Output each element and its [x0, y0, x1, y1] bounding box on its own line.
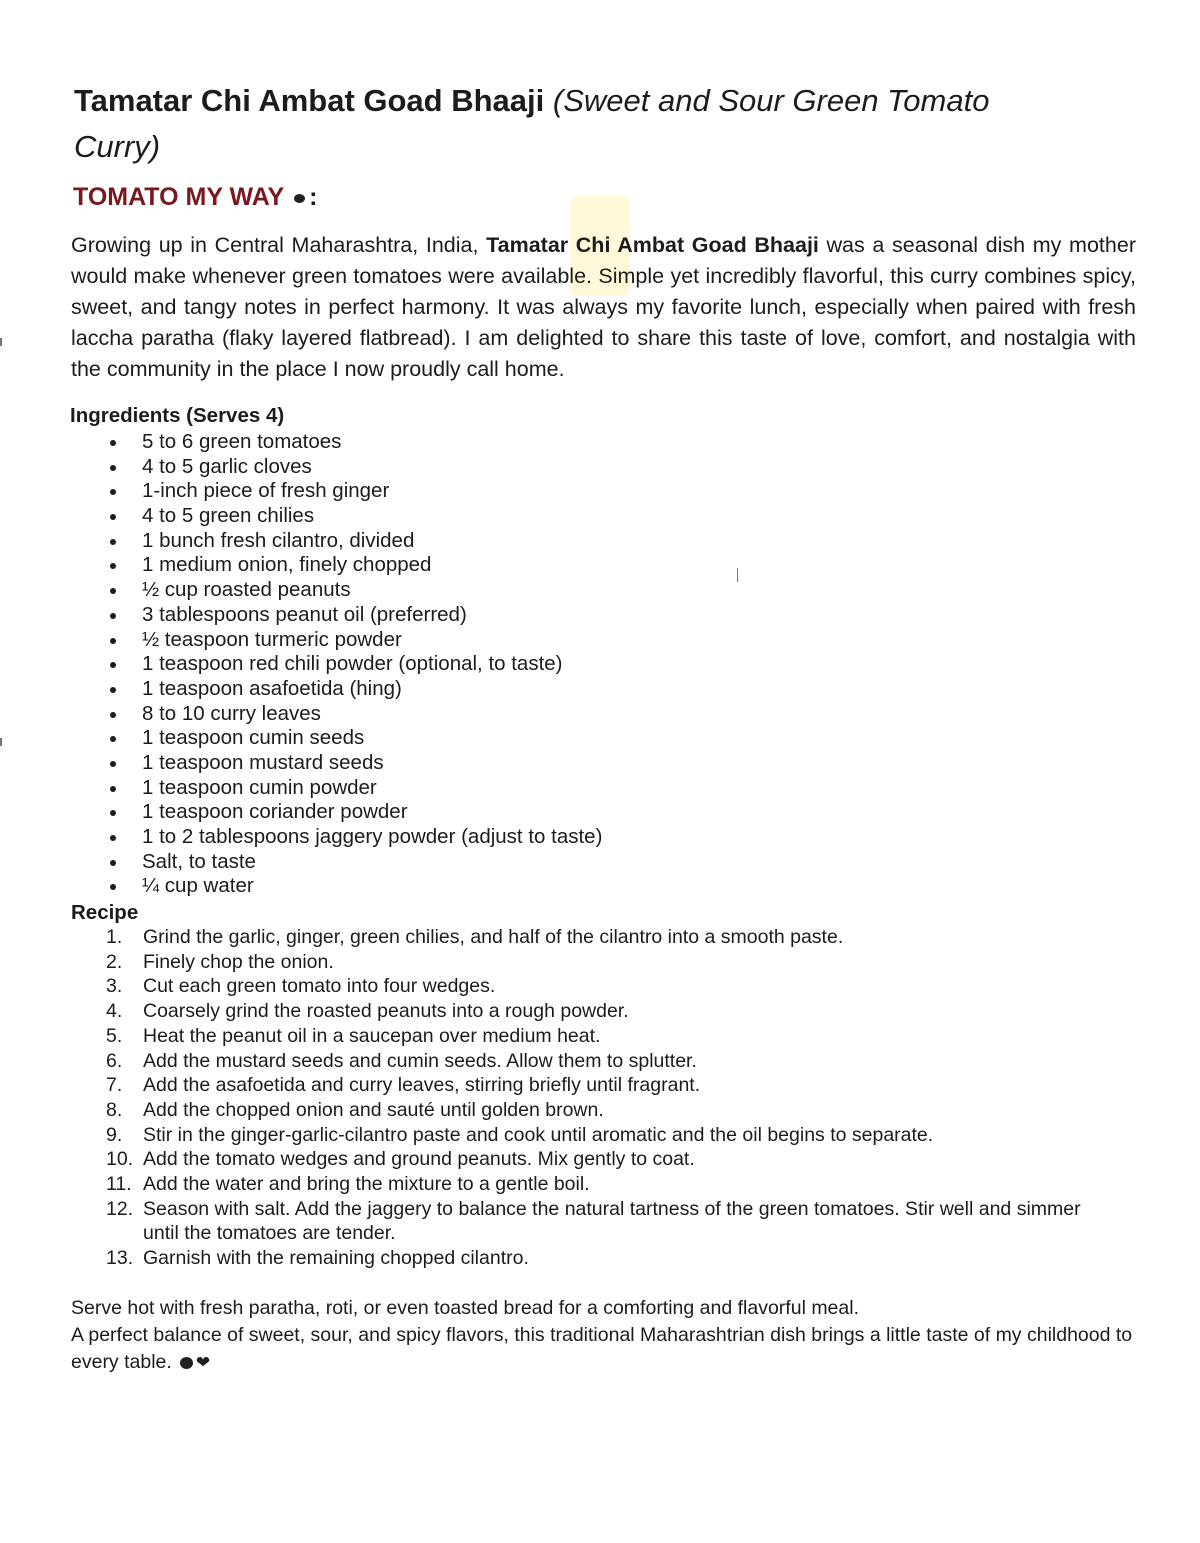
ingredient-text: 1 medium onion, finely chopped — [142, 553, 432, 577]
step-number: 1. — [106, 926, 123, 948]
recipe-step — [106, 925, 1116, 950]
step-text: Stir in the ginger-garlic-cilantro paste and cook until aromatic and the oil begins to separate. — [143, 1123, 934, 1146]
ingredient-item — [142, 553, 602, 578]
step-text: Garnish with the remaining chopped cilantro. — [143, 1247, 529, 1270]
bullet-icon — [110, 835, 116, 841]
recipe-steps-list — [106, 925, 1116, 1271]
ingredient-text: Salt, to taste — [142, 849, 256, 873]
recipe-step — [106, 1147, 1116, 1172]
tomato-icon — [294, 194, 305, 203]
step-number: 9. — [106, 1123, 123, 1146]
ingredient-item — [142, 726, 602, 751]
recipe-step — [106, 1172, 1116, 1197]
ingredient-item — [142, 430, 602, 455]
intro-text-before: Growing up in Central Maharashtra, India, — [71, 233, 487, 257]
ingredient-item — [142, 628, 602, 653]
recipe-step — [106, 1073, 1116, 1098]
step-text: Grind the garlic, ginger, green chilies, and half of the cilantro into a smooth paste. — [143, 926, 844, 948]
ingredient-item — [142, 702, 602, 727]
recipe-step — [106, 1049, 1116, 1074]
ingredient-item — [142, 677, 602, 702]
step-number: 11. — [106, 1173, 132, 1196]
bullet-icon — [110, 761, 116, 767]
ingredient-text: 1 teaspoon cumin powder — [142, 775, 377, 799]
ingredient-item — [142, 800, 602, 825]
ingredient-item — [142, 874, 602, 899]
ingredients-heading: Ingredients (Serves 4) — [70, 404, 285, 427]
scan-edge-mark — [0, 338, 2, 346]
recipe-step — [106, 1098, 1116, 1123]
step-number: 7. — [106, 1074, 123, 1097]
section-heading-colon: : — [309, 183, 318, 211]
section-heading-text: TOMATO MY WAY — [73, 183, 285, 211]
step-text: Add the asafoetida and curry leaves, stirring briefly until fragrant. — [143, 1074, 701, 1097]
ingredient-item — [142, 751, 602, 776]
scan-edge-mark — [737, 568, 738, 582]
recipe-heading: Recipe — [71, 901, 139, 924]
closing-line-2-text: A perfect balance of sweet, sour, and spicy flavors, this traditional Maharashtrian dish brings a little taste of my childhood to every table. — [71, 1324, 1133, 1373]
recipe-step — [106, 974, 1116, 999]
section-heading — [73, 183, 317, 212]
step-number: 2. — [106, 950, 123, 973]
ingredient-text: 3 tablespoons peanut oil (preferred) — [142, 602, 467, 626]
ingredient-item — [142, 850, 602, 875]
closing-line-2 — [71, 1322, 1141, 1376]
bullet-icon — [110, 810, 116, 816]
ingredient-text: 4 to 5 garlic cloves — [142, 454, 312, 478]
ingredient-item — [142, 529, 602, 554]
bullet-icon — [110, 884, 116, 890]
step-text: Add the water and bring the mixture to a gentle boil. — [143, 1173, 590, 1196]
intro-dish-name: Tamatar Chi Ambat Goad Bhaaji — [486, 233, 819, 257]
step-text: Finely chop the onion. — [143, 950, 334, 973]
ingredient-text: 1 to 2 tablespoons jaggery powder (adjust to taste) — [142, 825, 603, 848]
recipe-title-subtitle: (Sweet and Sour Green Tomato Curry) — [74, 83, 990, 164]
ingredient-item — [142, 504, 602, 529]
step-number: 13. — [106, 1247, 134, 1270]
recipe-step — [106, 999, 1116, 1024]
closing-paragraph — [71, 1295, 1141, 1376]
bullet-icon — [110, 712, 116, 718]
ingredient-text: 1 teaspoon coriander powder — [142, 800, 408, 824]
bullet-icon — [110, 786, 116, 792]
recipe-step — [106, 1246, 1116, 1271]
step-text: Cut each green tomato into four wedges. — [143, 975, 496, 998]
recipe-step — [106, 1123, 1116, 1148]
ingredient-text: 8 to 10 curry leaves — [142, 701, 321, 725]
recipe-step — [106, 1197, 1116, 1246]
step-text: Coarsely grind the roasted peanuts into a rough powder. — [143, 1000, 629, 1023]
ingredient-text: 1-inch piece of fresh ginger — [142, 479, 390, 503]
step-number: 12. — [106, 1197, 134, 1220]
ingredient-text: ½ teaspoon turmeric powder — [142, 627, 402, 651]
step-text: Add the tomato wedges and ground peanuts. Mix gently to coat. — [143, 1148, 695, 1171]
bullet-icon — [110, 860, 116, 866]
tomato-icon — [180, 1357, 193, 1369]
intro-text-after: was a seasonal dish my mother would make whenever green tomatoes were available. Simple yet incredibly flavorful, this curry combines spicy, sweet, and tangy notes in perfect harmony. It was always my favorite lunch, especially when paired with fresh laccha paratha (flaky layered flatbread). I am delighted to share this taste of love, comfort, and nostalgia with the community in the place I now proudly call home. — [71, 233, 1136, 381]
ingredient-text: 1 bunch fresh cilantro, divided — [142, 528, 415, 552]
scan-edge-mark — [0, 738, 2, 746]
bullet-icon — [110, 687, 116, 693]
ingredient-item — [142, 603, 602, 628]
ingredient-item — [142, 825, 602, 850]
bullet-icon — [110, 489, 116, 495]
bullet-icon — [110, 613, 116, 619]
bullet-icon — [110, 588, 116, 594]
recipe-step — [106, 1024, 1116, 1049]
bullet-icon — [110, 638, 116, 644]
recipe-title — [74, 78, 1084, 170]
bullet-icon — [110, 465, 116, 471]
ingredient-text: ¼ cup water — [142, 874, 254, 898]
ingredient-text: 1 teaspoon asafoetida (hing) — [142, 676, 402, 700]
step-number: 8. — [106, 1098, 123, 1121]
ingredient-text: 1 teaspoon mustard seeds — [142, 750, 384, 774]
bullet-icon — [110, 736, 116, 742]
step-number: 10. — [106, 1148, 134, 1171]
ingredient-item — [142, 578, 602, 603]
ingredient-item — [142, 776, 602, 801]
step-number: 6. — [106, 1049, 123, 1072]
heart-icon: ❤ — [195, 1353, 211, 1373]
ingredient-text: 5 to 6 green tomatoes — [142, 430, 342, 453]
bullet-icon — [110, 514, 116, 520]
ingredient-text: 1 teaspoon cumin seeds — [142, 726, 365, 750]
ingredients-list — [142, 430, 602, 899]
recipe-step — [106, 950, 1116, 975]
recipe-title-main: Tamatar Chi Ambat Goad Bhaaji — [74, 83, 545, 118]
ingredient-item — [142, 455, 602, 480]
step-text: Heat the peanut oil in a saucepan over medium heat. — [143, 1024, 601, 1047]
ingredient-text: ½ cup roasted peanuts — [142, 578, 351, 602]
ingredient-item — [142, 652, 602, 677]
bullet-icon — [110, 563, 116, 569]
bullet-icon — [110, 539, 116, 545]
ingredient-text: 4 to 5 green chilies — [142, 504, 315, 528]
step-text: Season with salt. Add the jaggery to balance the natural tartness of the green tomatoes. Stir well and simmer until the tomatoes are tender. — [143, 1197, 1081, 1245]
step-number: 4. — [106, 1000, 123, 1023]
step-text: Add the mustard seeds and cumin seeds. Allow them to splutter. — [143, 1049, 697, 1072]
intro-paragraph — [71, 230, 1136, 385]
step-number: 3. — [106, 975, 123, 998]
step-number: 5. — [106, 1024, 123, 1047]
step-text: Add the chopped onion and sauté until golden brown. — [143, 1098, 604, 1121]
ingredient-item — [142, 479, 602, 504]
ingredient-text: 1 teaspoon red chili powder (optional, to taste) — [142, 652, 563, 676]
bullet-icon — [110, 440, 116, 446]
bullet-icon — [110, 662, 116, 668]
closing-line-1: Serve hot with fresh paratha, roti, or even toasted bread for a comforting and flavorful meal. — [71, 1297, 859, 1319]
